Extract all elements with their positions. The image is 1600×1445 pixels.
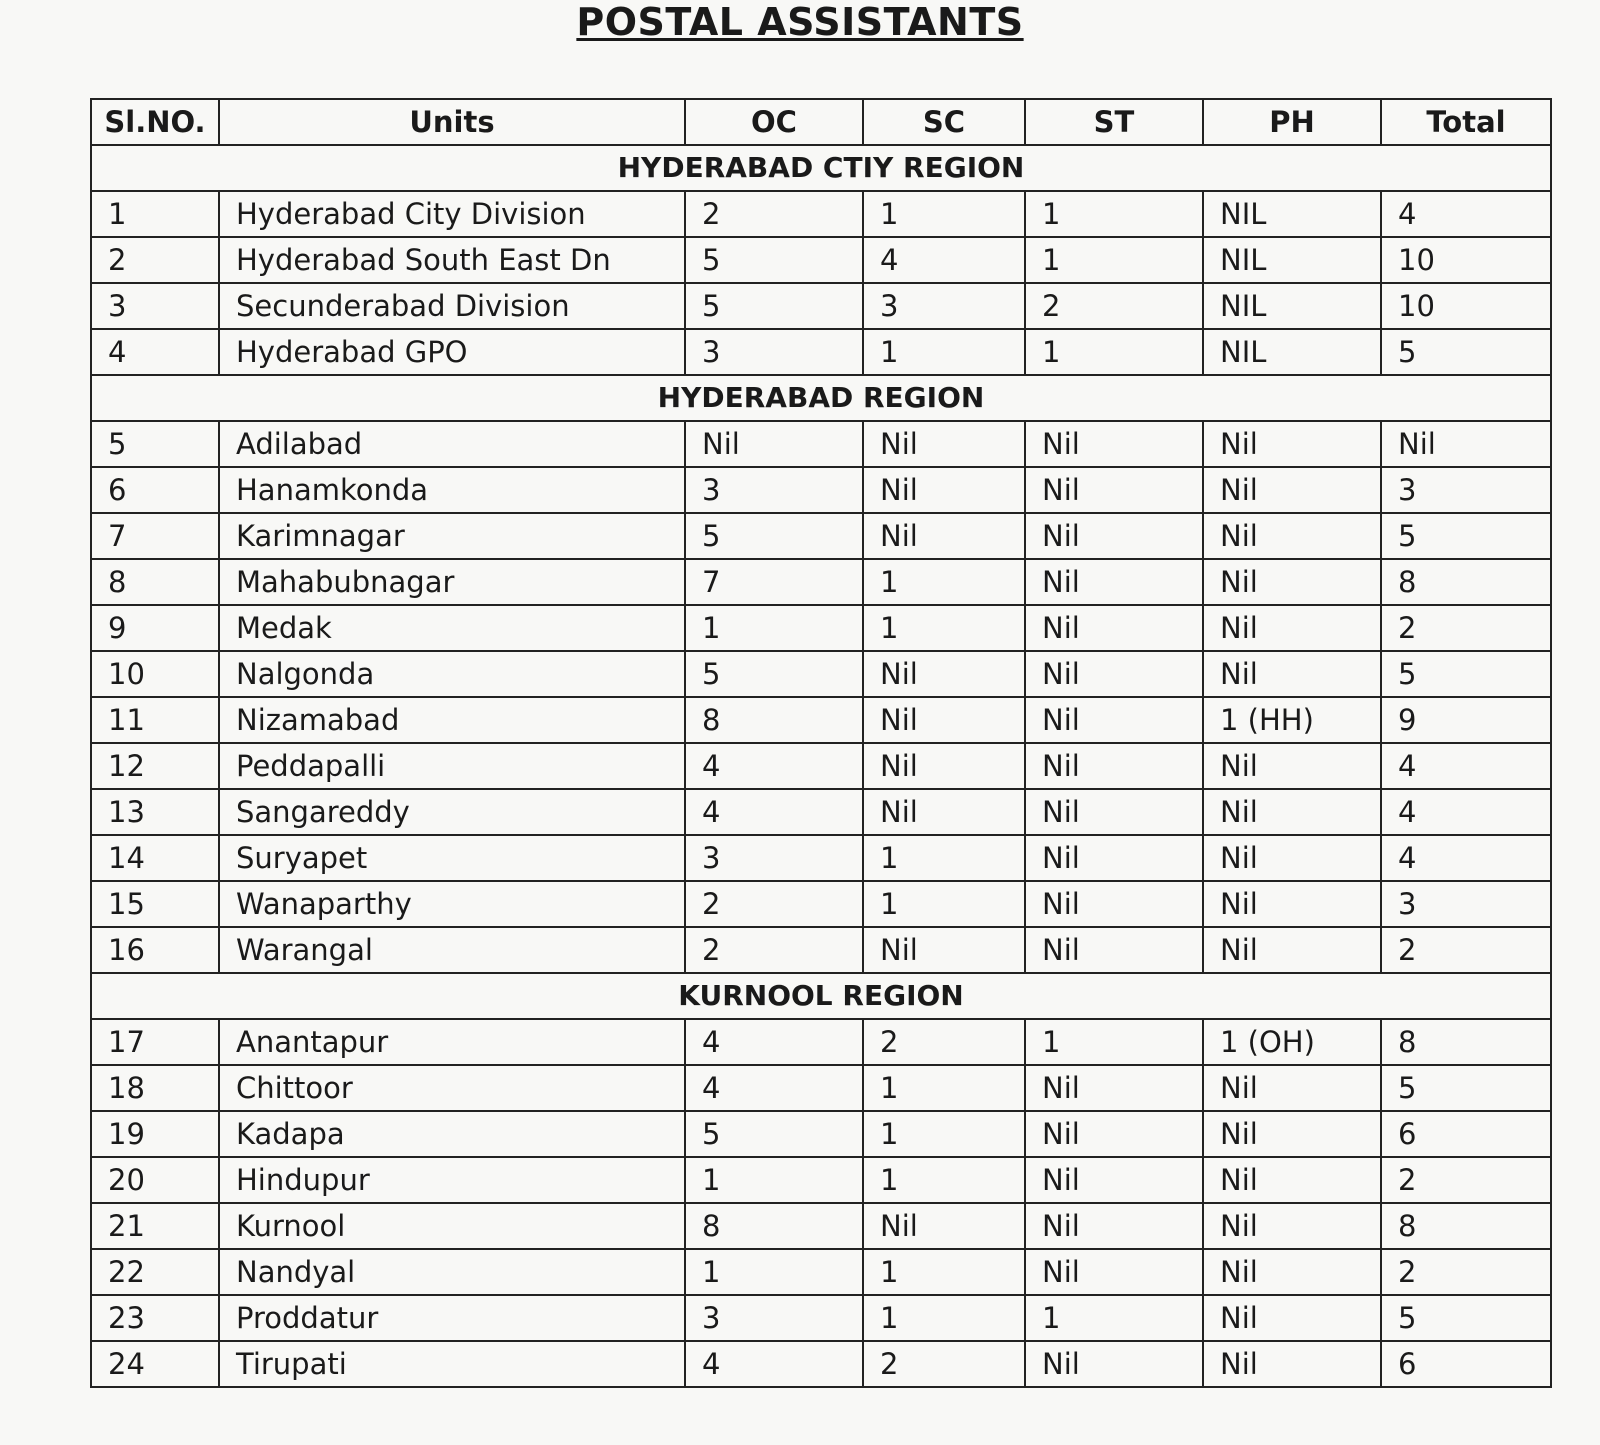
cell-unit: Proddatur xyxy=(219,1295,685,1341)
table-row xyxy=(91,237,1551,283)
table-row xyxy=(91,421,1551,467)
cell-unit: Hyderabad South East Dn xyxy=(219,237,685,283)
cell-total: 6 xyxy=(1381,1341,1551,1387)
header-ph: PH xyxy=(1203,99,1381,145)
cell-ph: Nil xyxy=(1203,1203,1381,1249)
cell-st: Nil xyxy=(1025,1203,1203,1249)
cell-sl: 5 xyxy=(91,421,219,467)
cell-total: 6 xyxy=(1381,1111,1551,1157)
cell-sl: 21 xyxy=(91,1203,219,1249)
cell-oc: 3 xyxy=(685,467,863,513)
page-title-text: POSTAL ASSISTANTS xyxy=(576,0,1024,44)
cell-sl: 20 xyxy=(91,1157,219,1203)
cell-ph: Nil xyxy=(1203,467,1381,513)
cell-sl: 16 xyxy=(91,927,219,973)
cell-total: 8 xyxy=(1381,1019,1551,1065)
cell-ph: Nil xyxy=(1203,1341,1381,1387)
cell-oc: 8 xyxy=(685,1203,863,1249)
cell-sc: 4 xyxy=(863,237,1025,283)
region-heading-row xyxy=(91,973,1551,1019)
cell-sc: 2 xyxy=(863,1019,1025,1065)
cell-total: 2 xyxy=(1381,927,1551,973)
cell-total: 2 xyxy=(1381,1157,1551,1203)
cell-sc: 1 xyxy=(863,559,1025,605)
cell-total: 10 xyxy=(1381,283,1551,329)
cell-oc: 4 xyxy=(685,743,863,789)
cell-total: 4 xyxy=(1381,743,1551,789)
cell-oc: 5 xyxy=(685,513,863,559)
cell-sc: Nil xyxy=(863,513,1025,559)
cell-sc: 1 xyxy=(863,605,1025,651)
cell-ph: NIL xyxy=(1203,237,1381,283)
cell-unit: Adilabad xyxy=(219,421,685,467)
cell-ph: 1 (HH) xyxy=(1203,697,1381,743)
cell-ph: Nil xyxy=(1203,1249,1381,1295)
cell-total: 3 xyxy=(1381,467,1551,513)
table-row xyxy=(91,283,1551,329)
cell-sc: 3 xyxy=(863,283,1025,329)
cell-sl: 17 xyxy=(91,1019,219,1065)
cell-ph: Nil xyxy=(1203,1065,1381,1111)
cell-total: 2 xyxy=(1381,1249,1551,1295)
table-row xyxy=(91,697,1551,743)
cell-ph: Nil xyxy=(1203,789,1381,835)
cell-ph: Nil xyxy=(1203,881,1381,927)
cell-oc: 2 xyxy=(685,881,863,927)
cell-oc: 5 xyxy=(685,237,863,283)
table-row xyxy=(91,1157,1551,1203)
cell-total: 2 xyxy=(1381,605,1551,651)
cell-unit: Karimnagar xyxy=(219,513,685,559)
cell-st: Nil xyxy=(1025,1157,1203,1203)
cell-unit: Sangareddy xyxy=(219,789,685,835)
cell-sc: Nil xyxy=(863,697,1025,743)
cell-ph: Nil xyxy=(1203,513,1381,559)
cell-sc: Nil xyxy=(863,743,1025,789)
cell-ph: Nil xyxy=(1203,927,1381,973)
cell-st: 1 xyxy=(1025,1019,1203,1065)
cell-sc: 1 xyxy=(863,835,1025,881)
table-body xyxy=(91,145,1551,1387)
cell-oc: 2 xyxy=(685,191,863,237)
cell-total: 4 xyxy=(1381,835,1551,881)
cell-sl: 7 xyxy=(91,513,219,559)
cell-sl: 3 xyxy=(91,283,219,329)
cell-st: Nil xyxy=(1025,697,1203,743)
table-row xyxy=(91,835,1551,881)
cell-total: 10 xyxy=(1381,237,1551,283)
cell-sc: 1 xyxy=(863,329,1025,375)
cell-total: 5 xyxy=(1381,1295,1551,1341)
cell-oc: 4 xyxy=(685,1341,863,1387)
cell-oc: 1 xyxy=(685,1157,863,1203)
cell-ph: NIL xyxy=(1203,283,1381,329)
cell-sc: 1 xyxy=(863,881,1025,927)
table-row xyxy=(91,881,1551,927)
cell-st: Nil xyxy=(1025,1065,1203,1111)
cell-st: Nil xyxy=(1025,1249,1203,1295)
postal-assistants-table xyxy=(90,98,1552,1388)
cell-ph: 1 (OH) xyxy=(1203,1019,1381,1065)
region-heading-row xyxy=(91,375,1551,421)
cell-ph: NIL xyxy=(1203,191,1381,237)
table-row xyxy=(91,789,1551,835)
cell-ph: Nil xyxy=(1203,743,1381,789)
cell-sl: 6 xyxy=(91,467,219,513)
cell-unit: Hanamkonda xyxy=(219,467,685,513)
cell-unit: Kadapa xyxy=(219,1111,685,1157)
cell-oc: 4 xyxy=(685,1065,863,1111)
region-heading: KURNOOL REGION xyxy=(91,973,1551,1019)
cell-oc: 8 xyxy=(685,697,863,743)
cell-sl: 13 xyxy=(91,789,219,835)
cell-st: Nil xyxy=(1025,1341,1203,1387)
cell-st: Nil xyxy=(1025,467,1203,513)
cell-sl: 24 xyxy=(91,1341,219,1387)
table-row xyxy=(91,605,1551,651)
cell-st: Nil xyxy=(1025,835,1203,881)
cell-oc: 4 xyxy=(685,789,863,835)
cell-st: Nil xyxy=(1025,651,1203,697)
cell-sl: 4 xyxy=(91,329,219,375)
cell-sl: 11 xyxy=(91,697,219,743)
cell-sc: 1 xyxy=(863,1065,1025,1111)
cell-sc: 1 xyxy=(863,1249,1025,1295)
cell-st: Nil xyxy=(1025,605,1203,651)
cell-st: 2 xyxy=(1025,283,1203,329)
table-row xyxy=(91,927,1551,973)
cell-oc: 5 xyxy=(685,651,863,697)
cell-unit: Mahabubnagar xyxy=(219,559,685,605)
cell-oc: 4 xyxy=(685,1019,863,1065)
table-header-row xyxy=(91,99,1551,145)
region-heading-row xyxy=(91,145,1551,191)
cell-sc: 1 xyxy=(863,191,1025,237)
page-title xyxy=(0,0,1600,44)
cell-ph: Nil xyxy=(1203,421,1381,467)
cell-sc: Nil xyxy=(863,651,1025,697)
header-units: Units xyxy=(219,99,685,145)
cell-sc: Nil xyxy=(863,421,1025,467)
cell-st: Nil xyxy=(1025,513,1203,559)
header-sl-no: Sl.NO. xyxy=(91,99,219,145)
cell-oc: 1 xyxy=(685,1249,863,1295)
cell-oc: 5 xyxy=(685,283,863,329)
cell-sl: 8 xyxy=(91,559,219,605)
table-row xyxy=(91,1019,1551,1065)
cell-sc: Nil xyxy=(863,1203,1025,1249)
cell-total: 8 xyxy=(1381,559,1551,605)
cell-ph: Nil xyxy=(1203,1157,1381,1203)
cell-ph: Nil xyxy=(1203,1295,1381,1341)
cell-unit: Hyderabad GPO xyxy=(219,329,685,375)
region-heading: HYDERABAD CTIY REGION xyxy=(91,145,1551,191)
cell-oc: 3 xyxy=(685,1295,863,1341)
cell-total: 5 xyxy=(1381,651,1551,697)
table-row xyxy=(91,1249,1551,1295)
cell-st: 1 xyxy=(1025,237,1203,283)
cell-st: Nil xyxy=(1025,789,1203,835)
cell-ph: NIL xyxy=(1203,329,1381,375)
table-row xyxy=(91,467,1551,513)
cell-sc: Nil xyxy=(863,789,1025,835)
cell-ph: Nil xyxy=(1203,559,1381,605)
cell-sc: 1 xyxy=(863,1157,1025,1203)
table-row xyxy=(91,1203,1551,1249)
cell-total: 9 xyxy=(1381,697,1551,743)
table-row xyxy=(91,1065,1551,1111)
cell-sl: 2 xyxy=(91,237,219,283)
cell-unit: Suryapet xyxy=(219,835,685,881)
table-row xyxy=(91,513,1551,559)
table-row xyxy=(91,743,1551,789)
cell-unit: Warangal xyxy=(219,927,685,973)
cell-sc: 1 xyxy=(863,1111,1025,1157)
cell-st: 1 xyxy=(1025,1295,1203,1341)
cell-total: 3 xyxy=(1381,881,1551,927)
cell-st: Nil xyxy=(1025,421,1203,467)
cell-st: Nil xyxy=(1025,1111,1203,1157)
cell-sl: 12 xyxy=(91,743,219,789)
region-heading: HYDERABAD REGION xyxy=(91,375,1551,421)
cell-unit: Wanaparthy xyxy=(219,881,685,927)
cell-total: 5 xyxy=(1381,1065,1551,1111)
cell-unit: Tirupati xyxy=(219,1341,685,1387)
cell-oc: 3 xyxy=(685,329,863,375)
cell-total: 4 xyxy=(1381,191,1551,237)
cell-total: 8 xyxy=(1381,1203,1551,1249)
cell-st: Nil xyxy=(1025,559,1203,605)
cell-unit: Medak xyxy=(219,605,685,651)
cell-unit: Nalgonda xyxy=(219,651,685,697)
cell-sl: 10 xyxy=(91,651,219,697)
header-st: ST xyxy=(1025,99,1203,145)
cell-oc: 3 xyxy=(685,835,863,881)
cell-ph: Nil xyxy=(1203,1111,1381,1157)
cell-unit: Peddapalli xyxy=(219,743,685,789)
cell-unit: Chittoor xyxy=(219,1065,685,1111)
table-row xyxy=(91,651,1551,697)
cell-oc: 5 xyxy=(685,1111,863,1157)
table-row xyxy=(91,559,1551,605)
cell-unit: Hindupur xyxy=(219,1157,685,1203)
cell-oc: 2 xyxy=(685,927,863,973)
cell-sc: 2 xyxy=(863,1341,1025,1387)
cell-st: 1 xyxy=(1025,329,1203,375)
cell-unit: Nizamabad xyxy=(219,697,685,743)
cell-st: Nil xyxy=(1025,927,1203,973)
cell-st: 1 xyxy=(1025,191,1203,237)
cell-total: 5 xyxy=(1381,513,1551,559)
cell-total: 4 xyxy=(1381,789,1551,835)
cell-ph: Nil xyxy=(1203,835,1381,881)
cell-sl: 18 xyxy=(91,1065,219,1111)
table-row xyxy=(91,191,1551,237)
cell-unit: Secunderabad Division xyxy=(219,283,685,329)
header-total: Total xyxy=(1381,99,1551,145)
cell-oc: 1 xyxy=(685,605,863,651)
cell-sl: 15 xyxy=(91,881,219,927)
cell-oc: 7 xyxy=(685,559,863,605)
cell-sl: 23 xyxy=(91,1295,219,1341)
header-oc: OC xyxy=(685,99,863,145)
cell-sl: 14 xyxy=(91,835,219,881)
table-row xyxy=(91,329,1551,375)
cell-unit: Kurnool xyxy=(219,1203,685,1249)
cell-total: 5 xyxy=(1381,329,1551,375)
cell-oc: Nil xyxy=(685,421,863,467)
cell-unit: Hyderabad City Division xyxy=(219,191,685,237)
cell-sc: Nil xyxy=(863,927,1025,973)
cell-total: Nil xyxy=(1381,421,1551,467)
table-row xyxy=(91,1341,1551,1387)
header-sc: SC xyxy=(863,99,1025,145)
cell-unit: Anantapur xyxy=(219,1019,685,1065)
cell-ph: Nil xyxy=(1203,605,1381,651)
table-row xyxy=(91,1111,1551,1157)
cell-st: Nil xyxy=(1025,881,1203,927)
cell-unit: Nandyal xyxy=(219,1249,685,1295)
cell-st: Nil xyxy=(1025,743,1203,789)
cell-sc: 1 xyxy=(863,1295,1025,1341)
cell-sc: Nil xyxy=(863,467,1025,513)
cell-sl: 22 xyxy=(91,1249,219,1295)
table-row xyxy=(91,1295,1551,1341)
cell-sl: 1 xyxy=(91,191,219,237)
cell-sl: 9 xyxy=(91,605,219,651)
cell-ph: Nil xyxy=(1203,651,1381,697)
cell-sl: 19 xyxy=(91,1111,219,1157)
